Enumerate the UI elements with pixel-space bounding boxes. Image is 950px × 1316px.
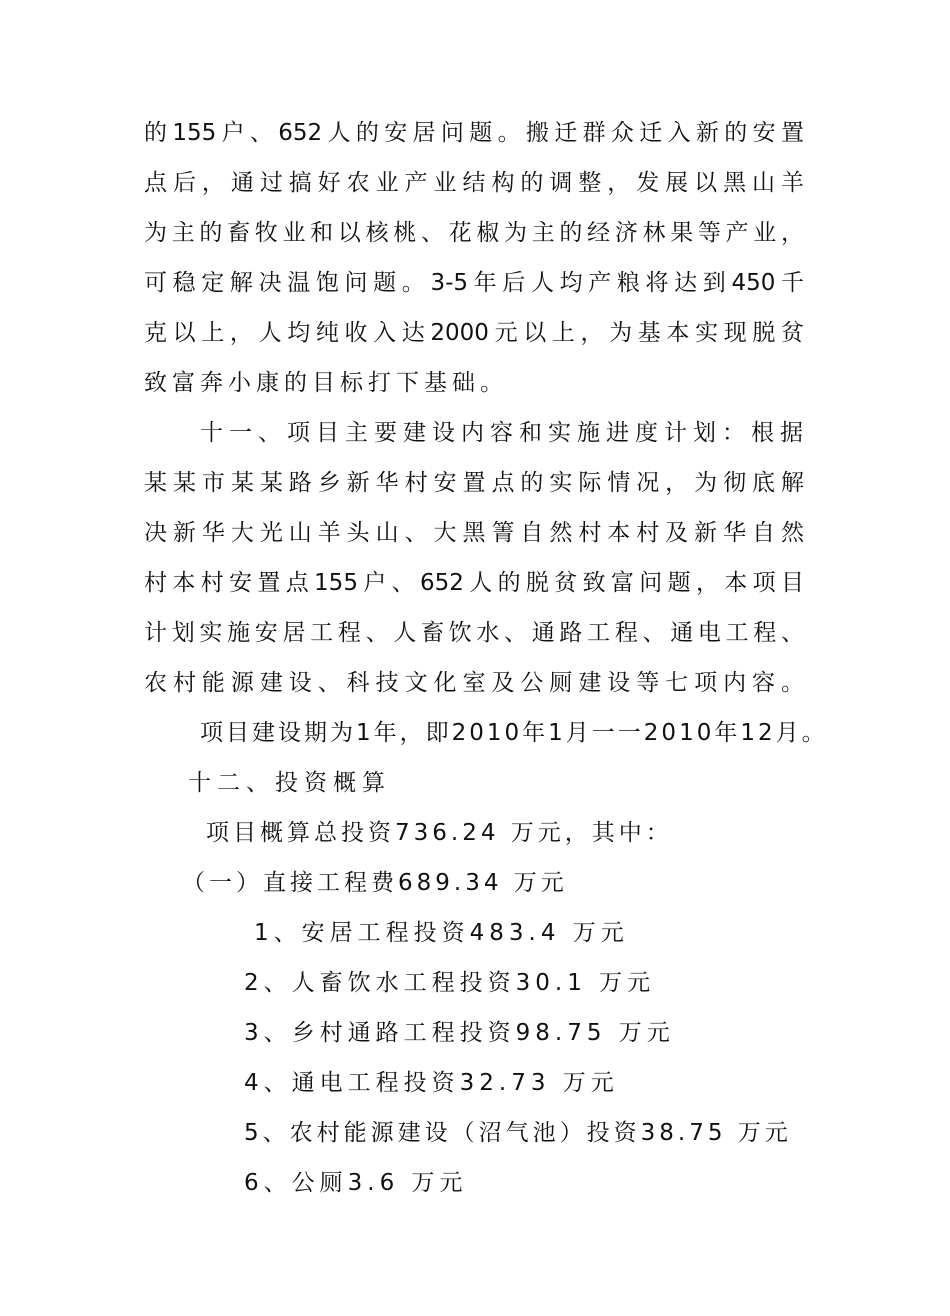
text-line: 可稳定解决温饱问题。3-5年后人均产粮将达到450千 xyxy=(144,270,804,296)
text-line: 农村能源建设、科技文化室及公厕建设等七项内容。 xyxy=(144,670,804,696)
total-investment-text: 项目概算总投资736.24 万元，其中： xyxy=(206,820,673,846)
text-line: 某某市某某路乡新华村安置点的实际情况，为彻底解 xyxy=(144,470,804,496)
list-item: 6、公厕3.6 万元 xyxy=(244,1170,468,1196)
list-item: 2、人畜饮水工程投资30.1 万元 xyxy=(244,970,656,996)
list-item: 4、通电工程投资32.73 万元 xyxy=(244,1070,619,1096)
section-heading: 十二、投资概算 xyxy=(188,770,391,796)
list-item: 5、农村能源建设（沼气池）投资38.75 万元 xyxy=(244,1120,792,1146)
text-line: 村本村安置点155户、652人的脱贫致富问题，本项目 xyxy=(144,570,804,596)
text-line: 决新华大光山羊头山、大黑箐自然村本村及新华自然 xyxy=(144,520,804,546)
text-line: 为主的畜牧业和以核桃、花椒为主的经济林果等产业， xyxy=(144,220,804,246)
list-item: 3、乡村通路工程投资98.75 万元 xyxy=(244,1020,675,1046)
list-item: 1、安居工程投资483.4 万元 xyxy=(254,920,629,946)
schedule-text: 项目建设期为1年，即2010年1月一一2010年12月。 xyxy=(200,720,828,746)
direct-cost-text: （一）直接工程费689.34 万元 xyxy=(182,870,568,896)
text-line: 点后，通过搞好农业产业结构的调整，发展以黑山羊 xyxy=(144,170,804,196)
text-line: 的155户、652人的安居问题。搬迁群众迁入新的安置 xyxy=(144,120,804,146)
text-line: 致富奔小康的目标打下基础。 xyxy=(144,370,508,396)
text-line: 十一、项目主要建设内容和实施进度计划：根据 xyxy=(200,420,809,446)
text-line: 克以上，人均纯收入达2000元以上，为基本实现脱贫 xyxy=(144,320,804,346)
text-line: 计划实施安居工程、人畜饮水、通路工程、通电工程、 xyxy=(144,620,804,646)
